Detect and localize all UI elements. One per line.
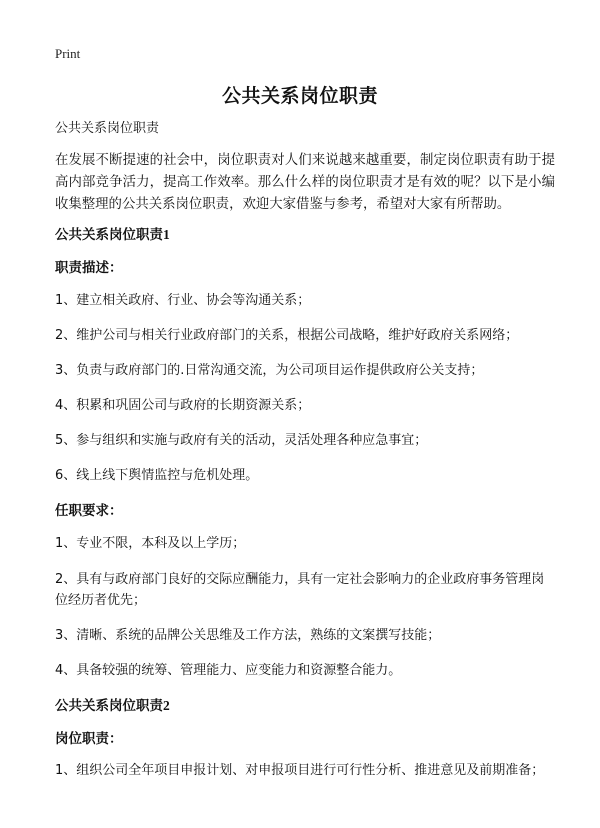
page-title: 公共关系岗位职责: [221, 85, 378, 107]
requirements-list-1: [55, 534, 555, 681]
duties-heading-1: 职责描述：: [55, 260, 123, 275]
list-item: 1、专业不限，本科及以上学历；: [55, 536, 246, 551]
print-link[interactable]: Print: [55, 46, 81, 61]
section-heading-2: 公共关系岗位职责2: [55, 698, 170, 713]
list-item: 4、积累和巩固公司与政府的长期资源关系；: [55, 398, 311, 413]
list-item: 6、线上线下舆情监控与危机处理。: [55, 468, 259, 483]
list-item: 2、具有与政府部门良好的交际应酬能力，具有一定社会影响力的企业政府事务管理岗位经历者优先；: [55, 572, 545, 608]
duties-heading-2: 岗位职责：: [55, 731, 123, 746]
list-item: 5、参与组织和实施与政府有关的活动，灵活处理各种应急事宜；: [55, 433, 428, 448]
list-item: 2、维护公司与相关行业政府部门的关系，根据公司战略，维护好政府关系网络；: [55, 328, 519, 343]
list-item: 1、建立相关政府、行业、协会等沟通关系；: [55, 293, 311, 308]
duties-list-1: [55, 291, 555, 486]
article-subtitle: 公共关系岗位职责: [55, 121, 160, 136]
duties-list-2: [55, 760, 555, 781]
article-body: [55, 120, 555, 796]
list-item: 1、组织公司全年项目申报计划、对申报项目进行可行性分析、推进意见及前期准备；: [55, 763, 545, 778]
list-item: 3、清晰、系统的品牌公关思维及工作方法，熟练的文案撰写技能；: [55, 628, 441, 643]
requirements-heading-1: 任职要求：: [55, 503, 123, 518]
list-item: 4、具备较强的统筹、管理能力、应变能力和资源整合能力。: [55, 663, 402, 678]
intro-paragraph: 在发展不断提速的社会中，岗位职责对人们来说越来越重要，制定岗位职责有助于提高内部竞争活力，提高工作效率。那么什么样的岗位职责才是有效的呢？以下是小编收集整理的公共关系岗位职责，欢迎大家借鉴与参考，希望对大家有所帮助。: [55, 153, 555, 212]
list-item: 3、负责与政府部门的.日常沟通交流，为公司项目运作提供政府公关支持；: [55, 363, 484, 378]
section-heading-1: 公共关系岗位职责1: [55, 227, 170, 242]
